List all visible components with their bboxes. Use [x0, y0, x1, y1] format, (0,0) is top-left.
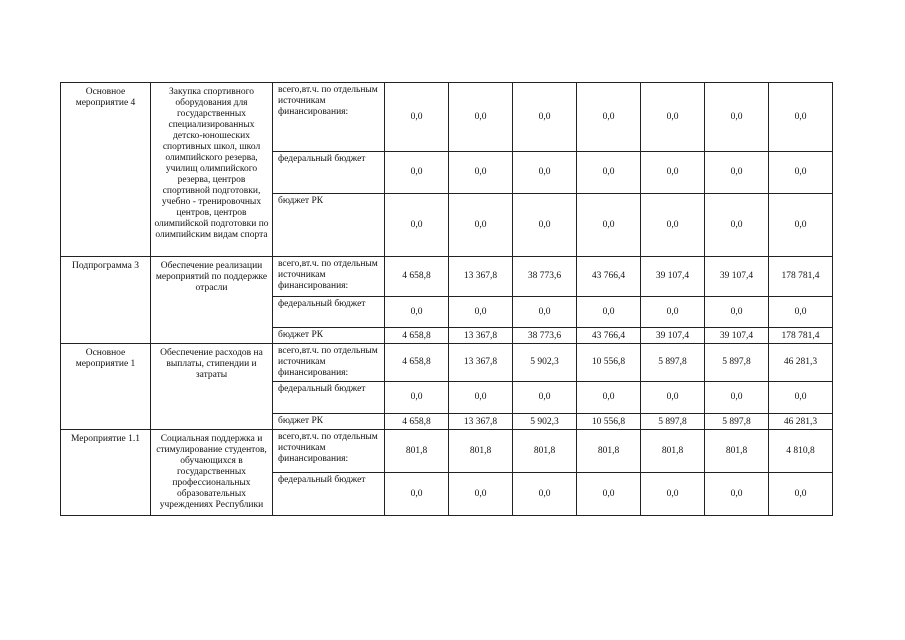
value-cell: 0,0	[513, 382, 577, 414]
value-cell: 38 773,6	[513, 257, 577, 297]
value-cell: 46 281,3	[769, 344, 833, 382]
description-cell: Обеспечение расходов на выплаты, стипендии и затраты	[151, 344, 273, 430]
value-cell: 0,0	[449, 194, 513, 257]
program-cell: Подпрограмма 3	[61, 257, 151, 344]
value-cell: 0,0	[385, 152, 449, 194]
value-cell: 46 281,3	[769, 414, 833, 430]
table-row	[61, 430, 833, 473]
description-cell: Закупка спортивного оборудования для государственных специализированных детско-юношеских спортивных школ, школ олимпийского резерва, училищ олимпийского резерва, центров спортивной подготовки, учебно - тренировочных центров, центров олимпийской подготовки по олимпийским видам спорта	[151, 83, 273, 257]
value-cell: 0,0	[577, 194, 641, 257]
value-cell: 0,0	[449, 152, 513, 194]
funding-source-cell: федеральный бюджет	[273, 473, 385, 516]
funding-source-cell: всего,вт.ч. по отдельным источникам финансирования:	[273, 257, 385, 297]
funding-source-cell: бюджет РК	[273, 194, 385, 257]
table-body	[61, 83, 833, 516]
value-cell: 5 902,3	[513, 344, 577, 382]
value-cell: 39 107,4	[641, 257, 705, 297]
value-cell: 5 897,8	[641, 344, 705, 382]
value-cell: 0,0	[641, 152, 705, 194]
value-cell: 0,0	[769, 194, 833, 257]
value-cell: 5 897,8	[641, 414, 705, 430]
value-cell: 0,0	[513, 473, 577, 516]
value-cell: 0,0	[385, 382, 449, 414]
table-row	[61, 257, 833, 297]
value-cell: 39 107,4	[641, 328, 705, 344]
value-cell: 0,0	[641, 194, 705, 257]
value-cell: 4 658,8	[385, 257, 449, 297]
value-cell: 0,0	[641, 83, 705, 152]
value-cell: 0,0	[385, 297, 449, 328]
value-cell: 5 897,8	[705, 414, 769, 430]
program-cell: Основное мероприятие 1	[61, 344, 151, 430]
value-cell: 0,0	[385, 194, 449, 257]
value-cell: 4 658,8	[385, 344, 449, 382]
value-cell: 0,0	[705, 297, 769, 328]
value-cell: 0,0	[577, 382, 641, 414]
value-cell: 0,0	[385, 473, 449, 516]
value-cell: 801,8	[449, 430, 513, 473]
funding-source-cell: всего,вт.ч. по отдельным источникам финансирования:	[273, 344, 385, 382]
value-cell: 39 107,4	[705, 257, 769, 297]
value-cell: 178 781,4	[769, 257, 833, 297]
value-cell: 43 766,4	[577, 328, 641, 344]
value-cell: 0,0	[449, 382, 513, 414]
value-cell: 0,0	[513, 194, 577, 257]
description-cell: Обеспечение реализации мероприятий по поддержке отрасли	[151, 257, 273, 344]
funding-source-cell: всего,вт.ч. по отдельным источникам финансирования:	[273, 430, 385, 473]
value-cell: 43 766,4	[577, 257, 641, 297]
value-cell: 801,8	[577, 430, 641, 473]
value-cell: 0,0	[577, 473, 641, 516]
value-cell: 0,0	[705, 473, 769, 516]
value-cell: 0,0	[705, 382, 769, 414]
value-cell: 0,0	[449, 297, 513, 328]
value-cell: 0,0	[769, 297, 833, 328]
program-cell: Мероприятие 1.1	[61, 430, 151, 516]
value-cell: 0,0	[641, 297, 705, 328]
table-row	[61, 83, 833, 152]
value-cell: 0,0	[769, 382, 833, 414]
value-cell: 0,0	[705, 152, 769, 194]
value-cell: 801,8	[513, 430, 577, 473]
value-cell: 0,0	[449, 83, 513, 152]
value-cell: 0,0	[705, 194, 769, 257]
value-cell: 4 658,8	[385, 328, 449, 344]
description-cell: Социальная поддержка и стимулирование студентов, обучающихся в государственных профессиональных образовательных учреждениях Республики	[151, 430, 273, 516]
value-cell: 0,0	[769, 152, 833, 194]
funding-source-cell: всего,вт.ч. по отдельным источникам финансирования:	[273, 83, 385, 152]
value-cell: 13 367,8	[449, 344, 513, 382]
funding-source-cell: бюджет РК	[273, 328, 385, 344]
funding-source-cell: федеральный бюджет	[273, 297, 385, 328]
value-cell: 0,0	[577, 152, 641, 194]
value-cell: 5 902,3	[513, 414, 577, 430]
value-cell: 801,8	[385, 430, 449, 473]
value-cell: 801,8	[641, 430, 705, 473]
value-cell: 0,0	[513, 297, 577, 328]
value-cell: 0,0	[577, 83, 641, 152]
value-cell: 0,0	[769, 473, 833, 516]
value-cell: 5 897,8	[705, 344, 769, 382]
value-cell: 13 367,8	[449, 328, 513, 344]
value-cell: 0,0	[513, 152, 577, 194]
value-cell: 0,0	[641, 473, 705, 516]
value-cell: 39 107,4	[705, 328, 769, 344]
value-cell: 0,0	[705, 83, 769, 152]
value-cell: 0,0	[385, 83, 449, 152]
funding-source-cell: федеральный бюджет	[273, 152, 385, 194]
value-cell: 0,0	[769, 83, 833, 152]
value-cell: 0,0	[449, 473, 513, 516]
value-cell: 4 658,8	[385, 414, 449, 430]
table-row	[61, 344, 833, 382]
program-cell: Основное мероприятие 4	[61, 83, 151, 257]
value-cell: 13 367,8	[449, 257, 513, 297]
funding-source-cell: бюджет РК	[273, 414, 385, 430]
value-cell: 0,0	[577, 297, 641, 328]
funding-source-cell: федеральный бюджет	[273, 382, 385, 414]
value-cell: 0,0	[641, 382, 705, 414]
value-cell: 0,0	[513, 83, 577, 152]
value-cell: 4 810,8	[769, 430, 833, 473]
value-cell: 178 781,4	[769, 328, 833, 344]
value-cell: 801,8	[705, 430, 769, 473]
value-cell: 10 556,8	[577, 414, 641, 430]
value-cell: 38 773,6	[513, 328, 577, 344]
budget-table	[60, 82, 833, 516]
value-cell: 13 367,8	[449, 414, 513, 430]
value-cell: 10 556,8	[577, 344, 641, 382]
